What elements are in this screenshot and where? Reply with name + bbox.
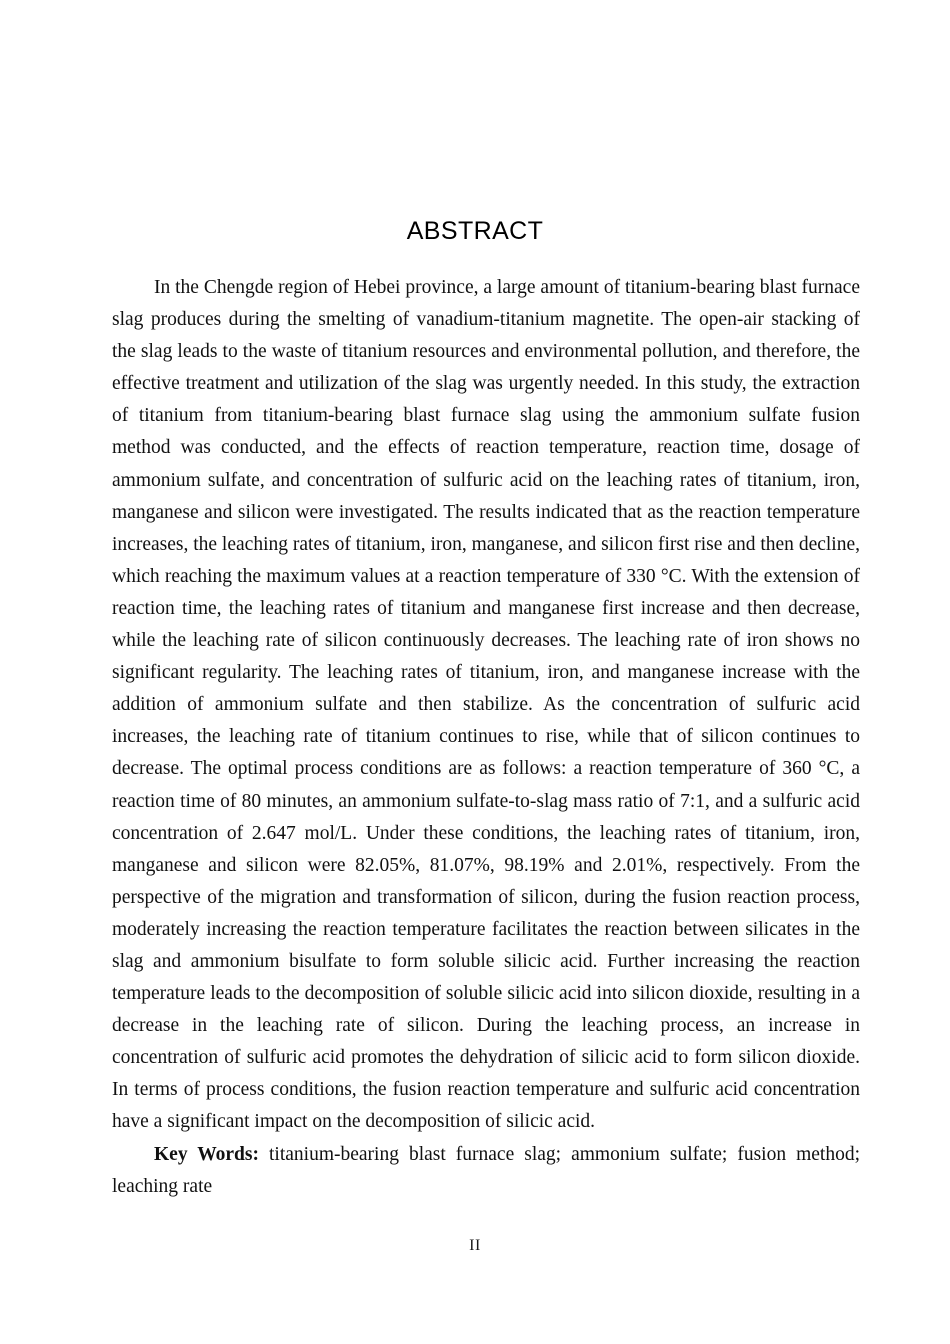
page-title: ABSTRACT [406,216,544,245]
abstract-section [112,272,860,1203]
keywords-label: Key Words: [154,1143,259,1165]
keywords-paragraph [112,1139,860,1203]
keywords-value: titanium-bearing blast furnace slag; ammonium sulfate; fusion method; leaching rate [112,1143,860,1197]
abstract-body-paragraph: In the Chengde region of Hebei province, a large amount of titanium-bearing blast furnace slag produces during the smelting of vanadium-titanium magnetite. The open-air stacking of the slag leads to the waste of titanium resources and environmental pollution, and therefore, the effective treatment and utilization of the slag was urgently needed. In this study, the extraction of titanium from titanium-bearing blast furnace slag using the ammonium sulfate fusion method was conducted, and the effects of reaction temperature, reaction time, dosage of ammonium sulfate, and concentration of sulfuric acid on the leaching rates of titanium, iron, manganese and silicon were investigated. The results indicated that as the reaction temperature increases, the leaching rates of titanium, iron, manganese, and silicon first rise and then decline, which reaching the maximum values at a reaction temperature of 330 °C. With the extension of reaction time, the leaching rates of titanium and manganese first increase and then decrease, while the leaching rate of silicon continuously decreases. The leaching rate of iron shows no significant regularity. The leaching rates of titanium, iron, and manganese increase with the addition of ammonium sulfate and then stabilize. As the concentration of sulfuric acid increases, the leaching rate of titanium continues to rise, while that of silicon continues to decrease. The optimal process conditions are as follows: a reaction temperature of 360 °C, a reaction time of 80 minutes, an ammonium sulfate-to-slag mass ratio of 7:1, and a sulfuric acid concentration of 2.647 mol/L. Under these conditions, the leaching rates of titanium, iron, manganese and silicon were 82.05%, 81.07%, 98.19% and 2.01%, respectively. From the perspective of the migration and transformation of silicon, during the fusion reaction process, moderately increasing the reaction temperature facilitates the reaction between silicates in the slag and ammonium bisulfate to form soluble silicic acid. Further increasing the reaction temperature leads to the decomposition of soluble silicic acid into silicon dioxide, resulting in a decrease in the leaching rate of silicon. During the leaching process, an increase in concentration of sulfuric acid promotes the dehydration of silicic acid to form silicon dioxide. In terms of process conditions, the fusion reaction temperature and sulfuric acid concentration have a significant impact on the decomposition of silicic acid. [112,277,860,1133]
page-number: II [469,1237,481,1254]
